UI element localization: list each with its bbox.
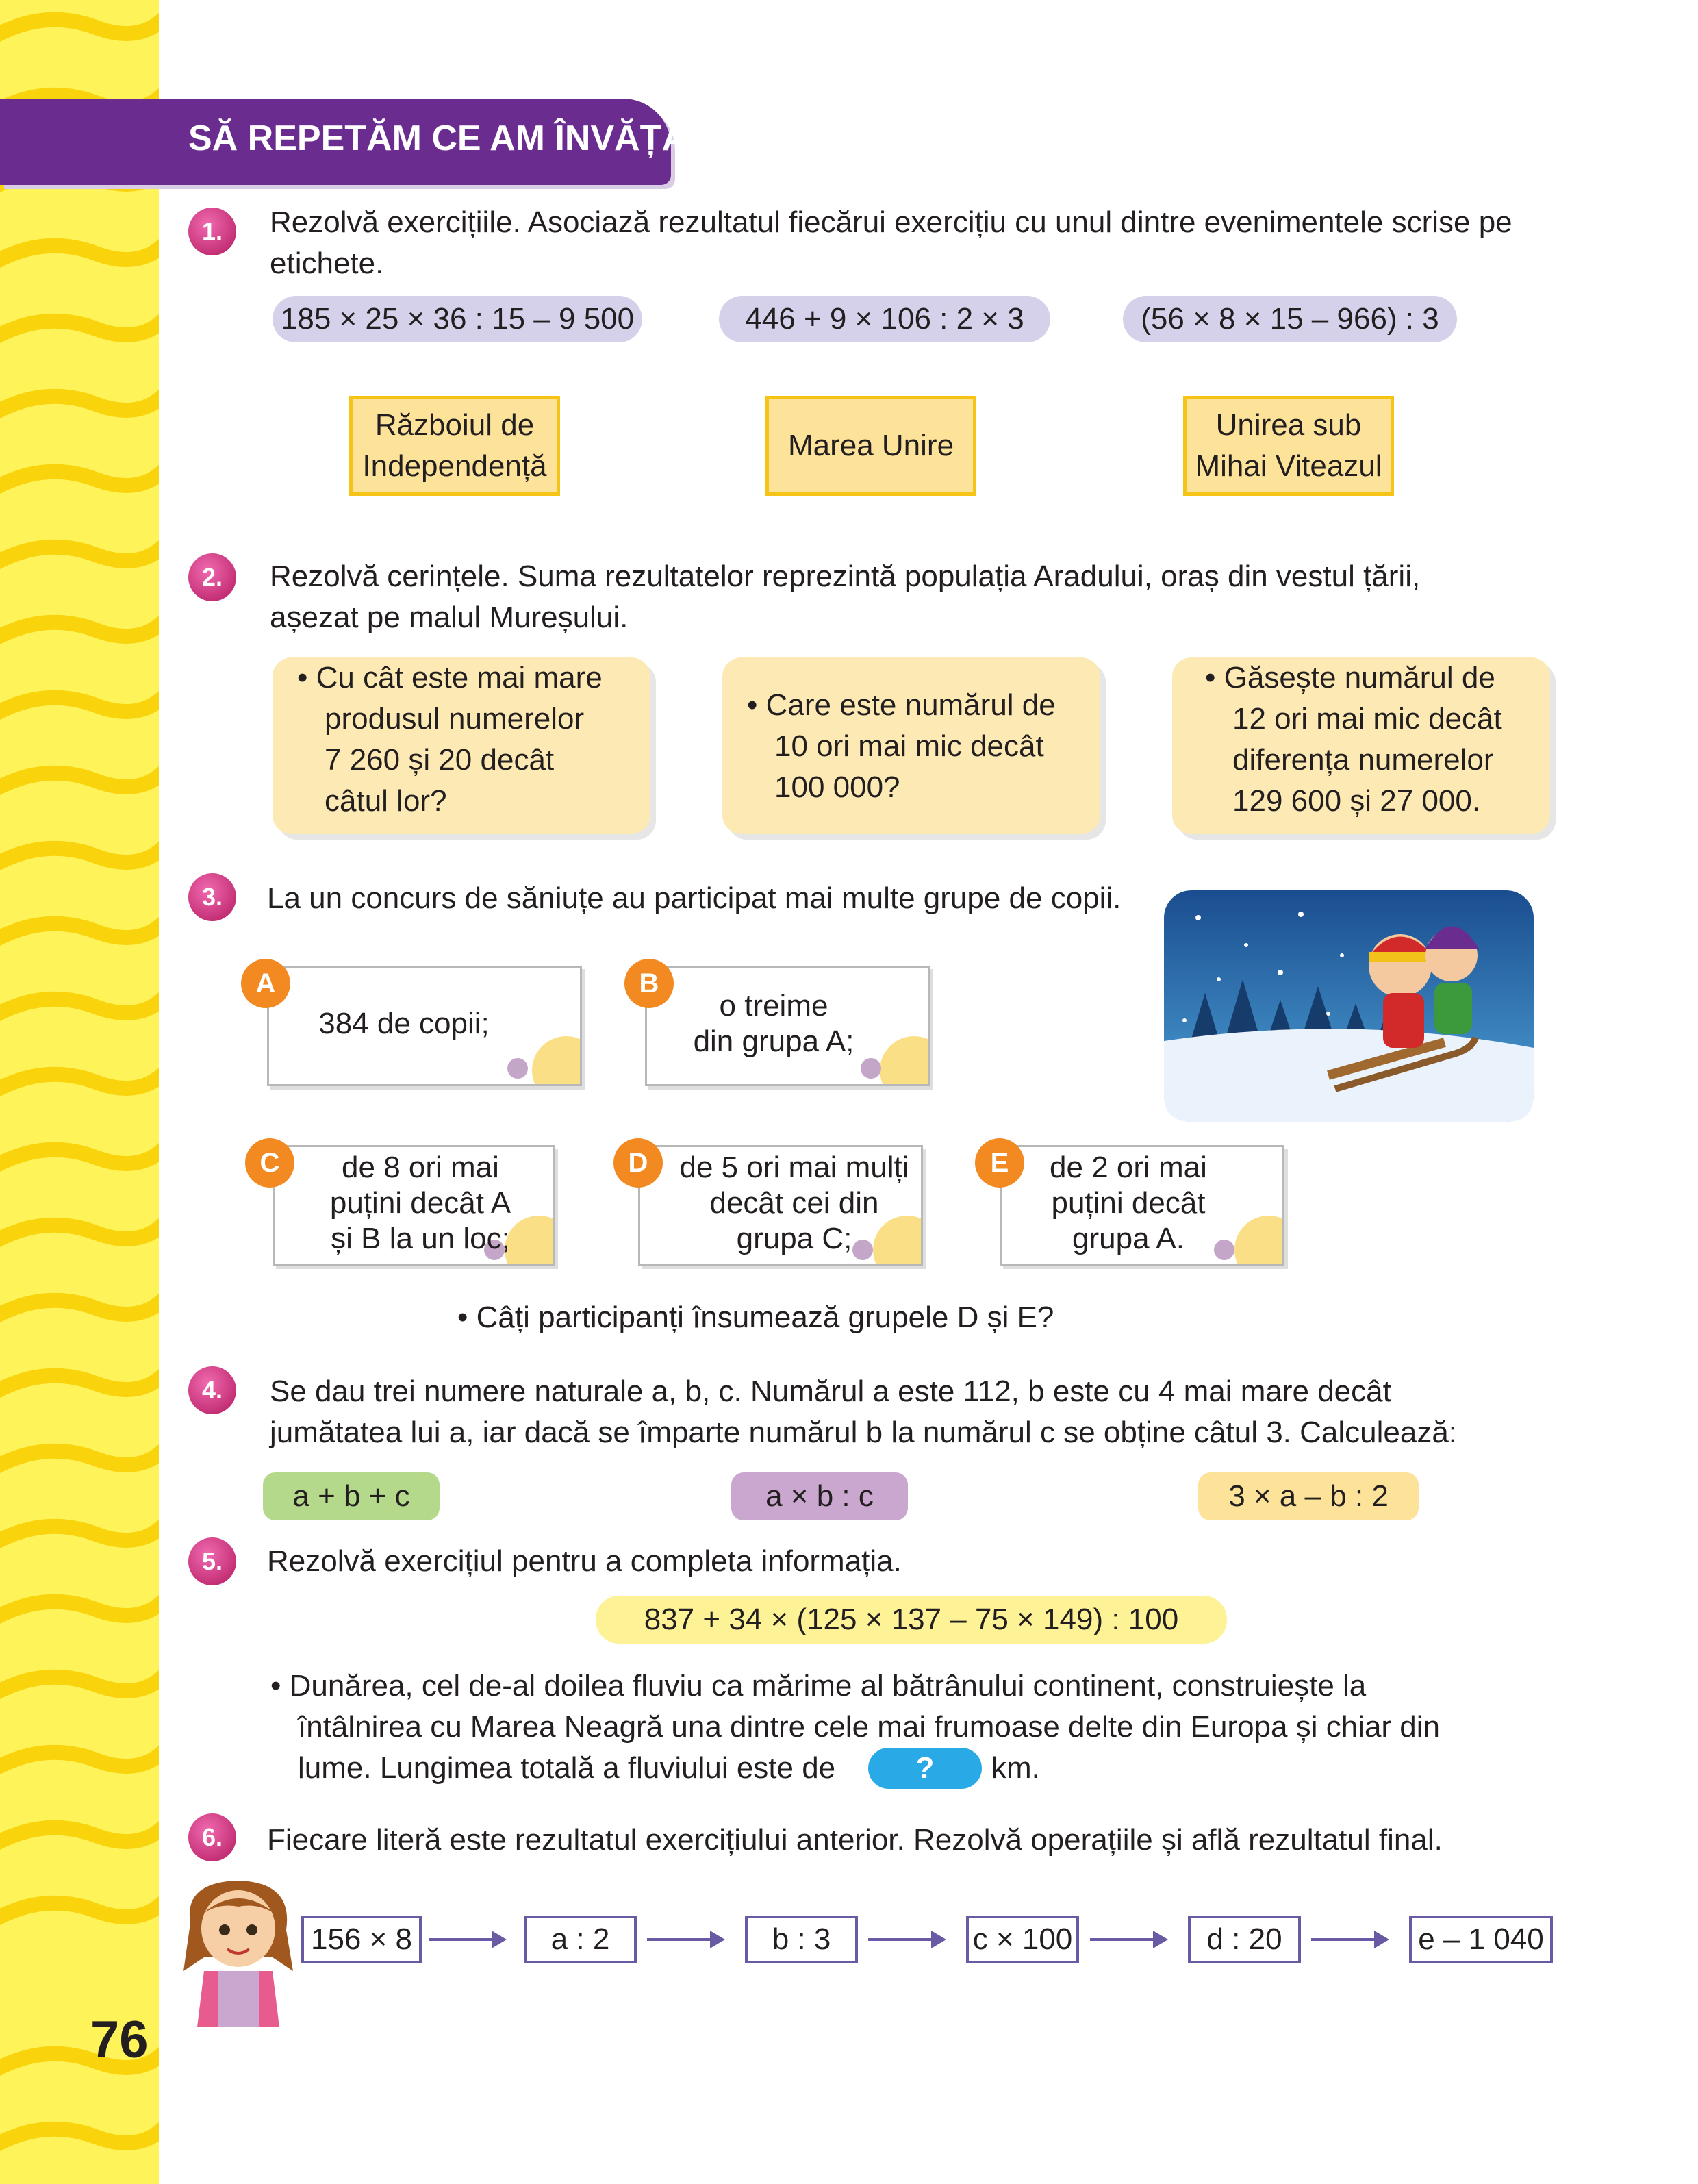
exercise-3-question: • Câți participanți însumează grupele D și E? [457, 1301, 1054, 1334]
exercise-2-card-2 [722, 657, 1100, 834]
exercise-4-instruction-line1: Se dau trei numere naturale a, b, c. Numărul a este 112, b este cu 4 mai mare decât [270, 1375, 1391, 1408]
group-b-box [645, 966, 930, 1086]
exercise-4-expression-2: a × b : c [731, 1472, 908, 1520]
exercise-5-instruction: Rezolvă exercițiul pentru a completa informația. [267, 1544, 902, 1578]
group-b-letter: B [624, 959, 674, 1008]
girl-illustration [177, 1875, 301, 2027]
event-label-unirea-sub [1183, 396, 1394, 496]
card-line: diferența numerelor [1232, 743, 1494, 777]
group-d-letter: D [613, 1138, 663, 1188]
group-c-letter: C [245, 1138, 294, 1188]
event-label-line: Unirea sub [1215, 408, 1362, 442]
chain-step-6: e – 1 040 [1409, 1916, 1553, 1963]
dot-decoration [861, 1058, 881, 1079]
group-d-line: decât cei din [709, 1186, 879, 1220]
card-line: 12 ori mai mic decât [1232, 702, 1502, 736]
exercise-1-instruction-line2: etichete. [270, 247, 384, 280]
exercise-5-number: 5. [188, 1537, 236, 1585]
group-e-letter: E [975, 1138, 1024, 1188]
group-a-box [267, 966, 582, 1086]
arrow-right-icon [1090, 1938, 1165, 1941]
group-e-box [1000, 1145, 1284, 1266]
exercise-6-instruction: Fiecare literă este rezultatul exercițiului anterior. Rezolvă operațiile și află rezultatul final. [267, 1823, 1443, 1857]
exercise-2-number: 2. [188, 553, 236, 601]
group-d-line: de 5 ori mai mulți [679, 1151, 909, 1184]
exercise-4-instruction-line2: jumătatea lui a, iar dacă se împarte numărul b la numărul c se obține câtul 3. Calculează: [270, 1416, 1458, 1449]
exercise-2-instruction-line2: așezat pe malul Mureșului. [270, 601, 629, 634]
arrow-right-icon [429, 1938, 504, 1941]
group-c-line: și B la un loc; [331, 1222, 510, 1255]
exercise-5-unit: km. [991, 1751, 1040, 1785]
exercise-4-expression-1: a + b + c [263, 1472, 440, 1520]
card-line: 100 000? [774, 770, 900, 804]
card-line: 10 ori mai mic decât [774, 729, 1044, 763]
exercise-3-instruction: La un concurs de săniuțe au participat mai multe grupe de copii. [267, 881, 1122, 915]
exercise-5-text-line2: întâlnirea cu Marea Neagră una dintre cele mai frumoase delte din Europa și chiar din [298, 1710, 1441, 1744]
group-e-line: puțini decât [1051, 1186, 1206, 1220]
exercise-6-number: 6. [188, 1813, 236, 1861]
group-e-line: grupa A. [1072, 1222, 1184, 1255]
card-line: câtul lor? [325, 784, 447, 818]
event-label-line: Războiul de [375, 408, 535, 442]
card-line: • Care este numărul de [747, 688, 1056, 722]
dot-decoration [507, 1058, 528, 1079]
chain-step-1: 156 × 8 [301, 1916, 422, 1963]
group-b-line: din grupa A; [693, 1025, 854, 1058]
group-c-line: puțini decât A [329, 1186, 511, 1220]
exercise-1-expression-3: (56 × 8 × 15 – 966) : 3 [1123, 296, 1457, 342]
event-label-razboiul [349, 396, 560, 496]
chain-step-2: a : 2 [524, 1916, 637, 1963]
arrow-right-icon [647, 1938, 722, 1941]
card-line: • Cu cât este mai mare [297, 661, 603, 694]
exercise-1-instruction-line1: Rezolvă exercițiile. Asociază rezultatul fiecărui exercițiu cu unul dintre evenimentele scrise pe [270, 205, 1512, 239]
group-c-box [273, 1145, 555, 1266]
arrow-right-icon [1311, 1938, 1386, 1941]
group-c-line: de 8 ori mai [342, 1151, 499, 1184]
exercise-5-expression: 837 + 34 × (125 × 137 – 75 × 149) : 100 [596, 1596, 1227, 1644]
card-line: • Găsește numărul de [1205, 661, 1495, 694]
exercise-5-text-line3: lume. Lungimea totală a fluviului este de [298, 1751, 836, 1785]
exercise-4-number: 4. [188, 1366, 236, 1414]
page-number: 76 [90, 2011, 149, 2069]
card-line: produsul numerelor [325, 702, 585, 736]
event-label-line: Independență [362, 449, 547, 483]
section-title: SĂ REPETĂM CE AM ÎNVĂȚAT [188, 118, 707, 158]
striped-margin [0, 0, 159, 2184]
event-label-line: Marea Unire [787, 429, 954, 462]
group-e-line: de 2 ori mai [1050, 1151, 1207, 1184]
sledding-children-illustration [1164, 890, 1534, 1122]
exercise-1-expression-1: 185 × 25 × 36 : 15 – 9 500 [273, 296, 642, 342]
chain-step-3: b : 3 [745, 1916, 858, 1963]
corner-decoration [532, 1036, 582, 1086]
exercise-1-expression-2: 446 + 9 × 106 : 2 × 3 [719, 296, 1050, 342]
event-label-line: Mihai Viteazul [1195, 449, 1382, 483]
group-a-text: 384 de copii; [318, 1007, 490, 1040]
card-line: 129 600 și 27 000. [1232, 784, 1481, 818]
answer-placeholder-field[interactable]: ? [868, 1748, 982, 1789]
group-b-line: o treime [719, 989, 828, 1022]
exercise-2-instruction-line1: Rezolvă cerințele. Suma rezultatelor reprezintă populația Aradului, oraș din vestul țării, [270, 560, 1421, 593]
chain-step-5: d : 20 [1188, 1916, 1301, 1963]
exercise-3-number: 3. [188, 873, 236, 921]
exercise-2-card-1 [273, 657, 650, 834]
card-line: 7 260 și 20 decât [325, 743, 555, 777]
arrow-right-icon [868, 1938, 943, 1941]
exercise-5-text-line1: • Dunărea, cel de-al doilea fluviu ca mărime al bătrânului continent, construiește la [270, 1669, 1367, 1703]
group-d-line: grupa C; [736, 1222, 852, 1255]
group-d-box [638, 1145, 923, 1266]
chain-step-4: c × 100 [966, 1916, 1079, 1963]
event-label-marea-unire [765, 396, 976, 496]
exercise-4-expression-3: 3 × a – b : 2 [1198, 1472, 1419, 1520]
exercise-2-card-3 [1172, 657, 1550, 834]
group-a-letter: A [241, 959, 290, 1008]
exercise-1-number: 1. [188, 208, 236, 255]
